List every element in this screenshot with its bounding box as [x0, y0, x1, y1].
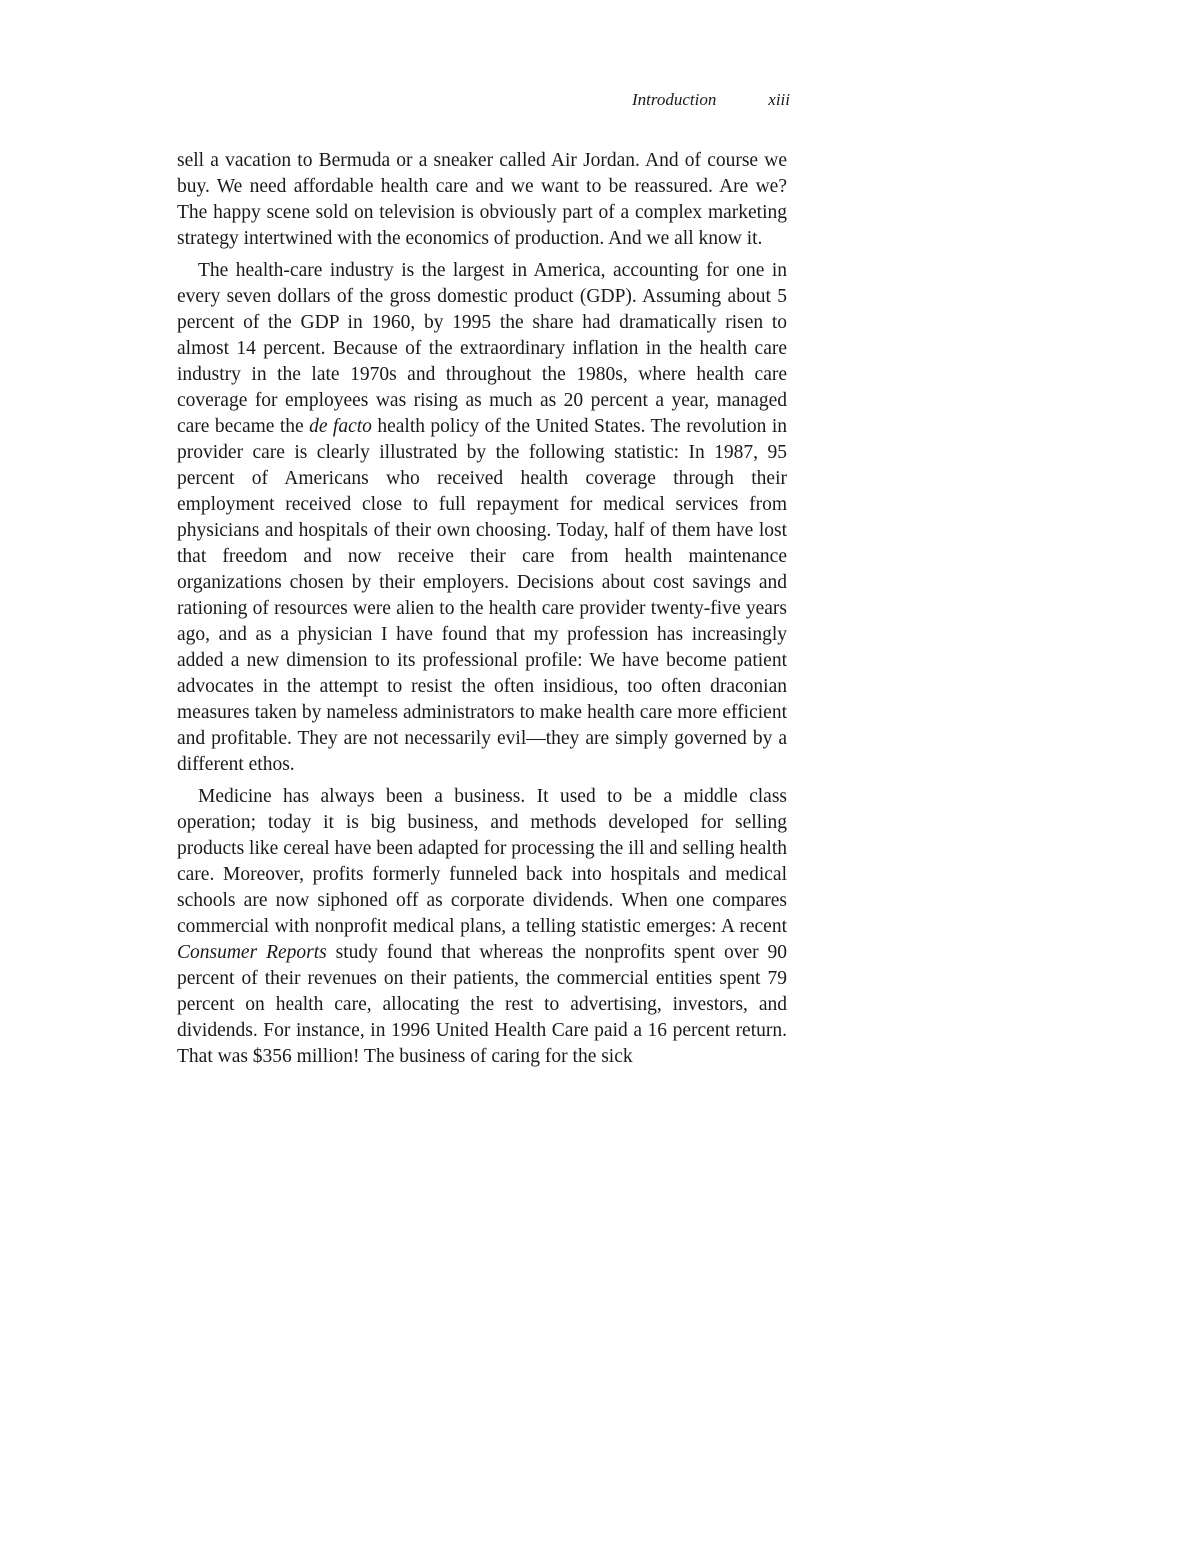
- running-head-section-title: Introduction: [632, 90, 717, 109]
- paragraph-text: The health-care industry is the largest in America, accounting for one in every seven dollars of the gross domestic product (GDP). Assuming about 5 percent of the GDP in 1960, by 1995 the share had dramatically risen to almost 14 percent. Because of the extraordinary inflation in the health care industry in the late 1970s and throughout the 1980s, where health care coverage for employees was rising as much as 20 percent a year, managed care became the: [177, 260, 787, 437]
- paragraph-text: sell a vacation to Bermuda or a sneaker called Air Jordan. And of course we buy. We need affordable health care and we want to be reassured. Are we? The happy scene sold on television is obviously part of a complex marketing strategy intertwined with the economics of production. And we all know it.: [177, 150, 787, 249]
- paragraph-continued: [177, 148, 787, 252]
- page-number: xiii: [768, 90, 790, 109]
- paragraph-text: study found that whereas the nonprofits spent over 90 percent of their revenues on their patients, the commercial entities spent 79 percent on health care, allocating the rest to advertising, investors, and dividends. For instance, in 1996 United Health Care paid a 16 percent return. That was $356 million! The business of caring for the sick: [177, 942, 787, 1067]
- paragraph-health-care-industry: [177, 258, 787, 778]
- italic-phrase: de facto: [309, 416, 372, 437]
- italic-publication-title: Consumer Reports: [177, 942, 327, 963]
- paragraph-text: health policy of the United States. The revolution in provider care is clearly illustrated by the following statistic: In 1987, 95 percent of Americans who received health coverage through their employment received close to full repayment for medical services from physicians and hospitals of their own choosing. Today, half of them have lost that freedom and now receive their care from health maintenance organizations chosen by their employers. Decisions about cost savings and rationing of resources were alien to the health care provider twenty-five years ago, and as a physician I have found that my profession has increasingly added a new dimension to its professional profile: We have become patient advocates in the attempt to resist the often insidious, too often draconian measures taken by nameless administrators to make health care more efficient and profitable. They are not necessarily evil—they are simply governed by a different ethos.: [177, 416, 787, 775]
- body-text: [177, 148, 787, 1070]
- paragraph-text: Medicine has always been a business. It used to be a middle class operation; today it is big business, and methods developed for selling products like cereal have been adapted for processing the ill and selling health care. Moreover, profits formerly funneled back into hospitals and medical schools are now siphoned off as corporate dividends. When one compares commercial with nonprofit medical plans, a telling statistic emerges: A recent: [177, 786, 787, 937]
- paragraph-medicine-business: [177, 784, 787, 1070]
